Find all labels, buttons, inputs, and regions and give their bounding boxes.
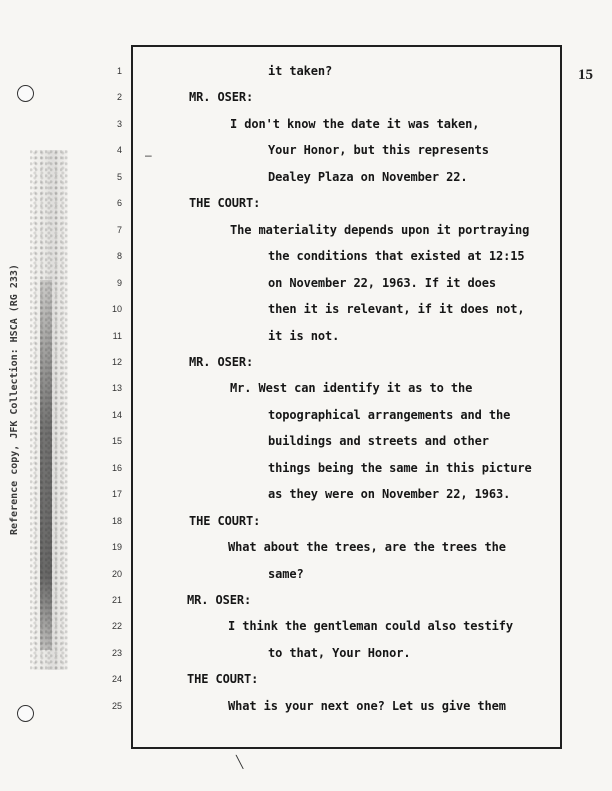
line-number: 20 <box>111 568 122 579</box>
stray-mark: – <box>145 148 152 162</box>
transcript-line: buildings and streets and other <box>268 434 489 449</box>
transcript-line: Mr. West can identify it as to the <box>230 381 473 396</box>
transcript-line: it is not. <box>268 328 340 343</box>
transcript-line: What about the trees, are the trees the <box>228 540 506 555</box>
transcript-line: things being the same in this picture <box>268 460 532 475</box>
transcript-line: I think the gentleman could also testify <box>228 619 513 634</box>
line-number: 1 <box>116 66 122 76</box>
speaker-label: MR. OSER: <box>187 593 252 607</box>
line-number: 4 <box>116 145 122 156</box>
speaker-label: MR. OSER: <box>189 90 254 105</box>
speaker-label: THE COURT: <box>187 672 259 687</box>
transcript-line: as they were on November 22, 1963. <box>268 487 511 502</box>
line-number: 12 <box>111 356 122 367</box>
speaker-label: THE COURT: <box>189 513 261 528</box>
line-number: 25 <box>111 700 122 711</box>
speaker-label: THE COURT: <box>189 196 261 211</box>
line-number: 16 <box>111 462 122 473</box>
page-number: 15 <box>578 67 593 83</box>
line-number: 5 <box>116 171 122 182</box>
line-number: 10 <box>111 304 122 315</box>
transcript-line: Your Honor, but this represents <box>268 143 489 158</box>
line-number: 19 <box>111 542 122 553</box>
stray-mark: ╲ <box>236 755 244 769</box>
line-number: 17 <box>111 489 122 500</box>
speaker-label: MR. OSER: <box>189 354 254 369</box>
scan-shadow-bar <box>40 280 52 650</box>
line-number: 22 <box>111 621 122 632</box>
line-number: 14 <box>111 409 122 420</box>
punch-hole-top <box>17 85 34 102</box>
line-number: 21 <box>111 595 122 605</box>
transcript-line: same? <box>268 566 304 581</box>
line-number: 7 <box>116 224 122 235</box>
line-number: 13 <box>111 383 122 394</box>
transcript-line: Dealey Plaza on November 22. <box>268 169 468 184</box>
transcript-line: on November 22, 1963. If it does <box>268 275 496 290</box>
line-number: 23 <box>111 647 122 658</box>
transcript-line: The materiality depends upon it portraying <box>230 222 530 237</box>
line-number: 2 <box>116 92 122 103</box>
line-number: 11 <box>112 330 122 341</box>
line-number: 18 <box>111 515 122 526</box>
line-number: 15 <box>111 436 122 447</box>
archive-stamp: Reference copy, JFK Collection: HSCA (RG 233) <box>9 264 20 535</box>
transcript-line: I don't know the date it was taken, <box>230 116 480 131</box>
transcript-line: the conditions that existed at 12:15 <box>268 249 525 264</box>
line-number: 9 <box>116 277 122 288</box>
transcript-line: What is your next one? Let us give them <box>228 698 506 713</box>
transcript-line: topographical arrangements and the <box>268 407 511 422</box>
transcript-line: then it is relevant, if it does not, <box>268 302 525 317</box>
line-number: 6 <box>116 198 122 209</box>
transcript-line: to that, Your Honor. <box>268 645 411 660</box>
line-number: 24 <box>111 674 122 685</box>
line-number: 8 <box>116 251 122 262</box>
transcript-line: it taken? <box>268 64 333 78</box>
line-number: 3 <box>116 118 122 129</box>
punch-hole-bottom <box>17 705 34 722</box>
